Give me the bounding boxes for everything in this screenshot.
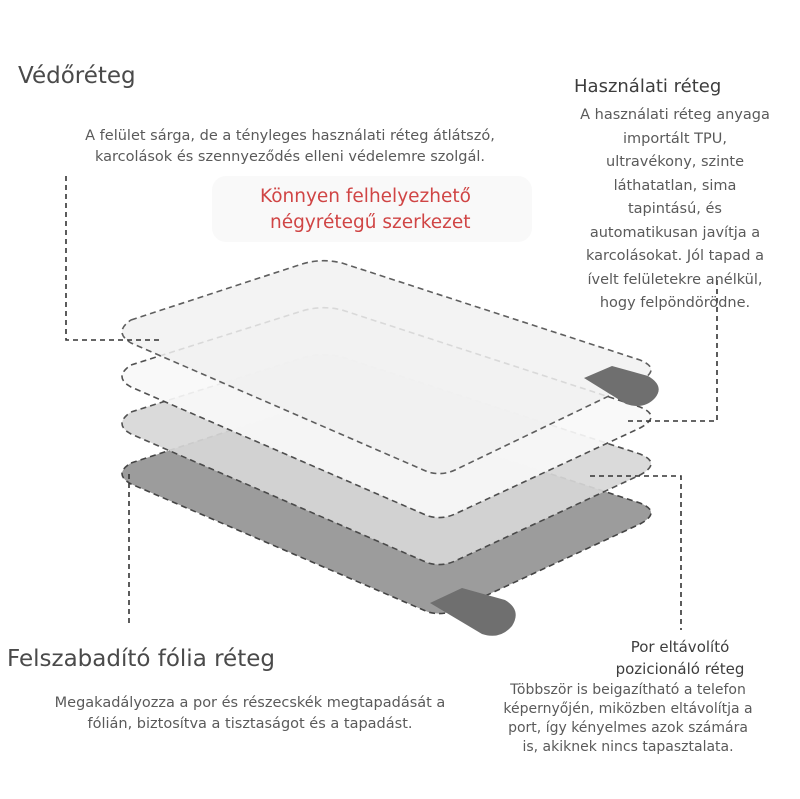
usage-line: A használati réteg anyaga: [580, 107, 770, 123]
usage-line: tapintású, és: [627, 201, 722, 217]
release-film-heading: Felszabadító fólia réteg: [7, 646, 275, 672]
usage-line: ívelt felületekre anélkül,: [587, 271, 763, 288]
release-film-description: [20, 693, 480, 735]
usage-layer-description: [568, 104, 782, 316]
positioning-heading-line2: pozicionáló réteg: [615, 660, 745, 678]
release-description-line2: fólián, biztosítva a tisztaságot és a tapadást.: [87, 716, 413, 732]
usage-layer-heading: Használati réteg: [574, 76, 722, 97]
positioning-layer-description: [486, 681, 770, 757]
protective-layer-description: [40, 126, 540, 168]
positioning-line: képernyőjén, miközben eltávolítja a: [503, 701, 753, 717]
usage-line: importált TPU,: [623, 130, 727, 147]
diagram-title-line2: négyrétegű szerkezet: [270, 212, 471, 233]
usage-line: hogy felpöndörödne.: [599, 295, 751, 311]
protective-layer-heading: Védőréteg: [18, 63, 136, 89]
positioning-line: port, így kényelmes azok számára: [508, 720, 748, 736]
usage-line: automatikusan javítja a: [589, 224, 761, 241]
protective-description-line2: karcolások és szennyeződés elleni védelemre szolgál.: [94, 149, 486, 165]
usage-line: karcolásokat. Jól tapad a: [586, 248, 764, 264]
positioning-line: Többször is beigazítható a telefon: [510, 682, 746, 698]
usage-line: láthatatlan, sima: [613, 177, 737, 194]
release-description-line1: Megakadályozza a por és részecskék megtapadását a: [54, 695, 446, 711]
positioning-line: is, akiknek nincs tapasztalata.: [522, 739, 734, 755]
usage-line: ultravékony, szinte: [606, 154, 744, 170]
positioning-layer-heading: [590, 636, 770, 680]
diagram-title-line1: Könnyen felhelyezhető: [260, 186, 471, 207]
protective-description-line1: A felület sárga, de a tényleges használati réteg átlátszó,: [85, 128, 495, 144]
positioning-heading-line1: Por eltávolító: [630, 638, 730, 656]
